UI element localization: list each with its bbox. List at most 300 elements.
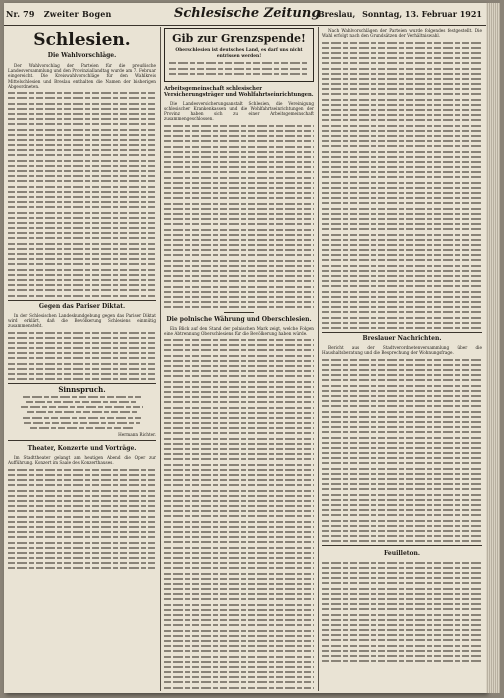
text-line	[322, 176, 482, 178]
text-line	[164, 166, 314, 168]
text-line	[164, 349, 314, 351]
text-line	[164, 156, 314, 158]
text-line	[322, 634, 482, 636]
text-line	[322, 47, 482, 49]
text-line	[8, 92, 156, 94]
text-line	[322, 93, 482, 95]
text-line	[322, 431, 482, 433]
text-line	[164, 286, 314, 288]
text-line	[164, 598, 314, 600]
text-line	[164, 666, 314, 668]
text-line	[322, 296, 482, 298]
text-line	[322, 244, 482, 246]
text-line	[164, 464, 314, 466]
text-line	[164, 547, 314, 549]
text-line	[322, 562, 482, 564]
appeal-title: Gib zur Grenzspende!	[172, 32, 306, 45]
text-line	[164, 469, 314, 471]
text-line	[164, 381, 314, 383]
text-line	[322, 364, 482, 366]
text-line	[164, 306, 314, 308]
text-line	[8, 154, 156, 156]
article-headline: Arbeitsgemeinschaft schlesischer Versicherungsträger und Wohlfahrtseinrichtungen.	[164, 85, 314, 99]
masthead-left	[6, 9, 118, 19]
text-line	[322, 88, 482, 90]
text-line	[322, 145, 482, 147]
text-line	[8, 212, 156, 214]
text-line	[322, 234, 482, 236]
text-line	[164, 650, 314, 652]
text-line	[8, 567, 156, 569]
text-line	[164, 443, 314, 445]
text-line	[322, 239, 482, 241]
text-line	[322, 359, 482, 361]
text-line	[8, 263, 156, 265]
text-line	[164, 521, 314, 523]
text-line	[322, 135, 482, 137]
text-line	[164, 490, 314, 492]
article-subtitle: Die Wahlvorschläge.	[47, 52, 117, 59]
text-line	[322, 504, 482, 506]
text-line	[8, 227, 156, 229]
divider	[322, 545, 482, 546]
text-line	[322, 488, 482, 490]
text-line	[8, 289, 156, 291]
divider	[224, 312, 254, 313]
text-line	[164, 265, 314, 267]
text-line	[322, 603, 482, 605]
text-line	[322, 514, 482, 516]
text-line	[322, 629, 482, 631]
text-line	[322, 416, 482, 418]
text-line	[8, 97, 156, 99]
text-line	[8, 165, 156, 167]
text-line	[8, 113, 156, 115]
book-page-edges	[486, 3, 500, 693]
text-line	[8, 284, 156, 286]
text-line	[322, 395, 482, 397]
text-line	[322, 68, 482, 70]
text-line	[8, 490, 156, 492]
text-line	[164, 239, 314, 241]
text-line	[164, 161, 314, 163]
text-line	[164, 146, 314, 148]
text-line	[322, 540, 482, 542]
text-line	[322, 385, 482, 387]
text-line	[164, 234, 314, 236]
text-line	[322, 411, 482, 413]
column-1	[8, 28, 156, 573]
text-line	[322, 223, 482, 225]
newspaper-title: Schlesische Zeitung	[174, 6, 321, 21]
text-line	[322, 421, 482, 423]
text-line	[322, 156, 482, 158]
text-line	[8, 521, 156, 523]
text-line	[8, 103, 156, 105]
text-line	[169, 73, 309, 75]
text-line	[322, 447, 482, 449]
date-label: Sonntag, 13. Februar 1921	[362, 9, 482, 19]
text-line	[322, 598, 482, 600]
text-line	[8, 378, 156, 380]
text-line	[322, 259, 482, 261]
text-line	[322, 588, 482, 590]
text-line	[322, 249, 482, 251]
text-line	[8, 196, 156, 198]
newspaper-page	[4, 3, 486, 693]
text-line	[322, 119, 482, 121]
text-line	[164, 505, 314, 507]
text-line	[164, 171, 314, 173]
text-line	[322, 468, 482, 470]
text-line	[8, 526, 156, 528]
text-line	[322, 608, 482, 610]
text-line	[164, 614, 314, 616]
text-line	[164, 656, 314, 658]
section-title: Schlesien.	[33, 30, 131, 50]
text-line	[322, 327, 482, 329]
text-line	[8, 222, 156, 224]
text-line	[30, 427, 134, 429]
text-line	[164, 275, 314, 277]
poem-title: Sinnspruch.	[58, 385, 106, 395]
text-line	[322, 535, 482, 537]
text-line	[164, 213, 314, 215]
text-line	[164, 396, 314, 398]
text-line	[8, 144, 156, 146]
text-line	[322, 582, 482, 584]
text-line	[164, 661, 314, 663]
text-line	[322, 280, 482, 282]
text-line	[322, 322, 482, 324]
column-rule-1	[160, 27, 161, 691]
text-line	[8, 186, 156, 188]
poem-author: Hermann Richter.	[118, 432, 156, 438]
text-line	[322, 577, 482, 579]
text-line	[322, 567, 482, 569]
text-line	[164, 203, 314, 205]
text-line	[322, 499, 482, 501]
text-line	[164, 296, 314, 298]
section-paragraph: In der Schlesischen Landeskundgebung gegen das Pariser Diktat wird erklärt, daß die Bevölkerung Schlesiens einmütig zusammensteht.	[8, 312, 156, 329]
masthead-right	[314, 9, 482, 19]
text-line	[322, 301, 482, 303]
text-line	[322, 52, 482, 54]
text-line	[164, 510, 314, 512]
text-line	[27, 411, 137, 413]
text-line	[164, 635, 314, 637]
text-line	[8, 363, 156, 365]
text-line	[8, 160, 156, 162]
text-line	[8, 510, 156, 512]
text-line	[8, 139, 156, 141]
appeal-lines	[169, 62, 309, 74]
text-line	[322, 494, 482, 496]
text-line	[8, 357, 156, 359]
text-line	[23, 417, 141, 419]
text-line	[164, 474, 314, 476]
text-line	[8, 557, 156, 559]
text-line	[8, 274, 156, 276]
text-block	[164, 339, 314, 689]
lead-paragraph: Der Wahlvorschlag der Parteien für die preußische Landesversammlung und den Provinziallandtag wurde am 7. Februar eingereicht. Die Kreiswahlvorschläge für den Wahlkreis Mittelschlesien und Breslau enthalten die Namen der bisherigen Abgeordneten.	[8, 63, 156, 89]
text-line	[322, 202, 482, 204]
text-line	[322, 619, 482, 621]
text-line	[164, 344, 314, 346]
text-line	[164, 422, 314, 424]
text-line	[8, 352, 156, 354]
text-line	[164, 360, 314, 362]
text-line	[322, 151, 482, 153]
lead-paragraph: Nach Wahlvorschlägen der Parteien wurde folgendes festgestellt. Die Wahl erfolgt nach den Grundsätzen der Verhältniswahl.	[322, 28, 482, 39]
text-line	[8, 232, 156, 234]
text-line	[164, 375, 314, 377]
text-line	[164, 671, 314, 673]
text-line	[8, 253, 156, 255]
text-line	[164, 479, 314, 481]
text-line	[322, 473, 482, 475]
text-line	[322, 639, 482, 641]
text-line	[164, 676, 314, 678]
section-heading: Gegen das Pariser Diktat.	[8, 300, 156, 311]
text-line	[8, 217, 156, 219]
text-line	[322, 208, 482, 210]
text-line	[164, 130, 314, 132]
divider	[8, 383, 156, 384]
text-line	[8, 373, 156, 375]
text-line	[8, 505, 156, 507]
article-paragraph: Ein Blick auf den Stand der polnischen Mark zeigt, welche Folgen eine Abtrennung Oberschlesiens für die Bevölkerung haben würde.	[164, 325, 314, 336]
text-line	[8, 149, 156, 151]
text-line	[322, 426, 482, 428]
text-line	[8, 531, 156, 533]
text-line	[322, 291, 482, 293]
text-line	[322, 483, 482, 485]
divider	[8, 440, 156, 441]
text-line	[8, 495, 156, 497]
text-line	[322, 265, 482, 267]
text-line	[164, 526, 314, 528]
text-line	[8, 129, 156, 131]
text-line	[322, 457, 482, 459]
text-line	[322, 228, 482, 230]
text-line	[322, 369, 482, 371]
text-line	[322, 213, 482, 215]
text-line	[8, 243, 156, 245]
column-2	[164, 28, 314, 692]
edition-label: Zweiter Bogen	[43, 9, 112, 19]
text-line	[21, 406, 142, 408]
text-line	[322, 254, 482, 256]
city-label: Breslau,	[317, 9, 356, 19]
text-line	[164, 531, 314, 533]
text-line	[322, 83, 482, 85]
text-line	[322, 114, 482, 116]
text-line	[8, 269, 156, 271]
text-line	[24, 422, 139, 424]
text-line	[8, 342, 156, 344]
issue-number: Nr. 79	[6, 9, 35, 19]
text-line	[164, 187, 314, 189]
text-line	[322, 317, 482, 319]
text-line	[164, 135, 314, 137]
appeal-text: Oberschlesien ist deutsches Land, es darf uns nicht entrissen werden!	[175, 48, 303, 59]
text-line	[322, 437, 482, 439]
text-line	[322, 593, 482, 595]
text-line	[164, 291, 314, 293]
text-line	[322, 374, 482, 376]
text-line	[164, 260, 314, 262]
text-line	[322, 109, 482, 111]
text-line	[322, 42, 482, 44]
text-line	[164, 645, 314, 647]
section-heading: Theater, Konzerte und Vorträge.	[27, 445, 137, 453]
text-line	[8, 484, 156, 486]
text-line	[8, 332, 156, 334]
text-line	[8, 279, 156, 281]
text-line	[8, 469, 156, 471]
text-line	[164, 125, 314, 127]
text-line	[8, 258, 156, 260]
text-line	[322, 73, 482, 75]
text-line	[322, 192, 482, 194]
text-line	[322, 400, 482, 402]
text-line	[8, 191, 156, 193]
text-line	[8, 516, 156, 518]
text-line	[164, 223, 314, 225]
text-line	[8, 552, 156, 554]
section-heading: Breslauer Nachrichten.	[322, 332, 482, 343]
text-line	[164, 301, 314, 303]
text-line	[8, 347, 156, 349]
text-line	[164, 192, 314, 194]
text-line	[322, 520, 482, 522]
text-line	[164, 417, 314, 419]
text-line	[164, 140, 314, 142]
text-line	[322, 572, 482, 574]
text-line	[322, 270, 482, 272]
article-paragraph: Die Landesversicherungsanstalt Schlesien, die Vereinigung schlesischer Krankenkassen und die Wohlfahrtseinrichtungen der Provinz haben sich zu einer Arbeitsgemeinschaft zusammengeschlossen.	[164, 100, 314, 122]
text-line	[8, 237, 156, 239]
text-block	[322, 562, 482, 663]
text-line	[164, 687, 314, 689]
text-line	[164, 536, 314, 538]
text-line	[322, 78, 482, 80]
text-line	[164, 619, 314, 621]
text-line	[164, 604, 314, 606]
text-line	[8, 134, 156, 136]
text-line	[8, 547, 156, 549]
text-line	[322, 140, 482, 142]
appeal-box	[164, 28, 314, 82]
text-line	[169, 62, 309, 64]
text-line	[164, 151, 314, 153]
text-line	[164, 448, 314, 450]
text-line	[322, 509, 482, 511]
text-line	[164, 593, 314, 595]
text-line	[164, 438, 314, 440]
text-line	[322, 197, 482, 199]
section-heading: Feuilleton.	[384, 550, 420, 558]
text-line	[164, 573, 314, 575]
text-line	[322, 624, 482, 626]
text-line	[164, 432, 314, 434]
text-line	[322, 462, 482, 464]
text-line	[164, 567, 314, 569]
text-block	[322, 42, 482, 329]
text-line	[164, 495, 314, 497]
text-line	[322, 530, 482, 532]
text-line	[164, 681, 314, 683]
text-line	[322, 645, 482, 647]
text-line	[26, 401, 138, 403]
text-line	[322, 99, 482, 101]
text-line	[322, 442, 482, 444]
text-line	[164, 208, 314, 210]
text-line	[164, 177, 314, 179]
text-line	[8, 474, 156, 476]
text-line	[322, 161, 482, 163]
text-line	[164, 401, 314, 403]
section-paragraph: Im Stadttheater gelangt am heutigen Abend die Oper zur Aufführung. Konzert im Saale des Konzerthauses.	[8, 455, 156, 466]
text-line	[8, 479, 156, 481]
text-line	[322, 171, 482, 173]
text-line	[322, 390, 482, 392]
text-line	[8, 108, 156, 110]
text-line	[8, 248, 156, 250]
text-line	[164, 557, 314, 559]
masthead	[4, 3, 486, 26]
text-line	[164, 458, 314, 460]
text-line	[8, 500, 156, 502]
text-line	[8, 118, 156, 120]
text-line	[322, 62, 482, 64]
text-line	[164, 515, 314, 517]
text-line	[322, 311, 482, 313]
text-line	[164, 229, 314, 231]
text-line	[8, 542, 156, 544]
text-line	[164, 407, 314, 409]
text-line	[164, 339, 314, 341]
text-line	[322, 218, 482, 220]
text-line	[8, 337, 156, 339]
text-line	[8, 295, 156, 297]
text-line	[164, 640, 314, 642]
text-line	[164, 182, 314, 184]
text-line	[164, 609, 314, 611]
text-line	[8, 201, 156, 203]
text-line	[8, 562, 156, 564]
text-line	[8, 175, 156, 177]
text-line	[23, 396, 141, 398]
text-line	[164, 630, 314, 632]
text-line	[8, 180, 156, 182]
text-line	[322, 104, 482, 106]
text-block	[8, 469, 156, 570]
text-block	[322, 359, 482, 543]
text-block	[8, 92, 156, 296]
text-line	[322, 125, 482, 127]
text-line	[164, 370, 314, 372]
text-line	[8, 123, 156, 125]
text-line	[8, 170, 156, 172]
text-line	[322, 650, 482, 652]
text-line	[164, 386, 314, 388]
section-paragraph: Bericht aus der Stadtverordnetenversammlung über die Haushaltsberatung und die Besprechung der Wohnungsfrage.	[322, 345, 482, 356]
text-line	[322, 379, 482, 381]
text-line	[164, 280, 314, 282]
text-line	[164, 254, 314, 256]
